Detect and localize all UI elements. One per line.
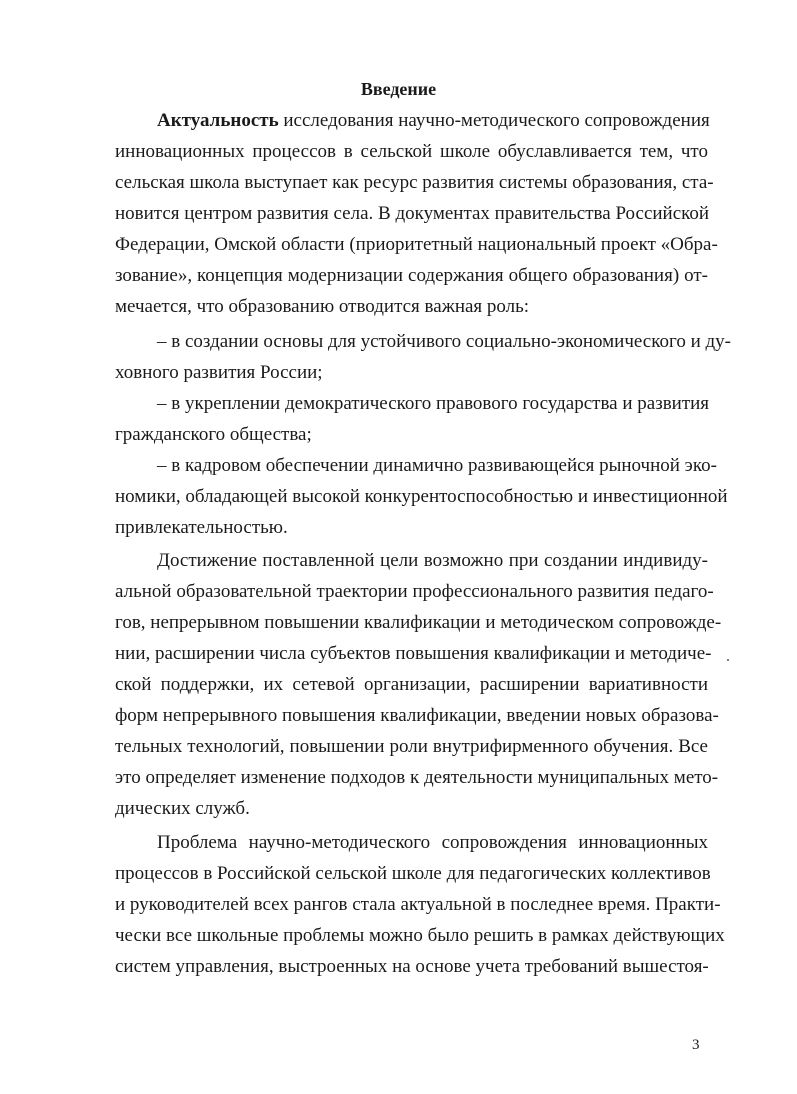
paragraph-2-line: гов, непрерывном повышении квалификации и методическом сопровожде-: [115, 612, 722, 633]
bullet-item-1-line-1: – в создании основы для устойчивого социально-экономического и ду-: [157, 331, 731, 352]
paragraph-3-line: чески все школьные проблемы можно было решить в рамках действующих: [115, 925, 725, 946]
paragraph-3-line: и руководителей всех рангов стала актуальной в последнее время. Практи-: [115, 894, 721, 915]
paragraph-1-line: инновационных процессов в сельской школе обуславливается тем, что: [115, 141, 708, 162]
paragraph-1-line: Федерации, Омской области (приоритетный национальный проект «Обра-: [115, 234, 718, 255]
paragraph-2-line: дических служб.: [115, 798, 250, 819]
bullet-item-3-line-3: привлекательностью.: [115, 517, 288, 538]
paragraph-1-line: мечается, что образованию отводится важная роль:: [115, 296, 530, 317]
bullet-item-1-line-2: ховного развития России;: [115, 362, 323, 383]
paragraph-2-line: тельных технологий, повышении роли внутрифирменного обучения. Все: [115, 736, 708, 757]
paragraph-2-line: Достижение поставленной цели возможно при создании индивиду-: [157, 550, 708, 571]
paragraph-2-line: альной образовательной траектории профессионального развития педаго-: [115, 581, 714, 602]
page-number: 3: [692, 1037, 700, 1053]
bullet-item-2-line-1: – в укреплении демократического правового государства и развития: [157, 393, 710, 414]
scan-speck: [727, 659, 729, 661]
paragraph-3-line: систем управления, выстроенных на основе учета требований вышестоя-: [115, 956, 709, 977]
paragraph-1-line: новится центром развития села. В документах правительства Российской: [115, 203, 710, 224]
paragraph-1-line-1-rest: исследования научно-методического сопровождения: [278, 110, 710, 131]
paragraph-1-line-1: [157, 109, 708, 133]
paragraph-3-line: процессов в Российской сельской школе для педагогических коллективов: [115, 863, 711, 884]
bullet-item-2-line-2: гражданского общества;: [115, 424, 312, 445]
paragraph-2-line: это определяет изменение подходов к деятельности муниципальных мето-: [115, 767, 719, 788]
paragraph-1-lead-term: Актуальность: [157, 110, 279, 131]
paragraph-1-line: зование», концепция модернизации содержания общего образования) от-: [115, 265, 708, 286]
bullet-item-3-line-2: номики, обладающей высокой конкурентоспособностью и инвестиционной: [115, 486, 728, 507]
bullet-item-3-line-1: – в кадровом обеспечении динамично развивающейся рыночной эко-: [157, 455, 717, 476]
paragraph-2-line: ской поддержки, их сетевой организации, расширении вариативности: [115, 674, 708, 695]
paragraph-2-line: нии, расширении числа субъектов повышения квалификации и методиче-: [115, 643, 712, 664]
paragraph-3-line: Проблема научно-методического сопровождения инновационных: [157, 832, 708, 853]
paragraph-1-line: сельская школа выступает как ресурс развития системы образования, ста-: [115, 172, 714, 193]
section-heading: Введение: [360, 79, 437, 99]
paragraph-2-line: форм непрерывного повышения квалификации, введении новых образова-: [115, 705, 719, 726]
